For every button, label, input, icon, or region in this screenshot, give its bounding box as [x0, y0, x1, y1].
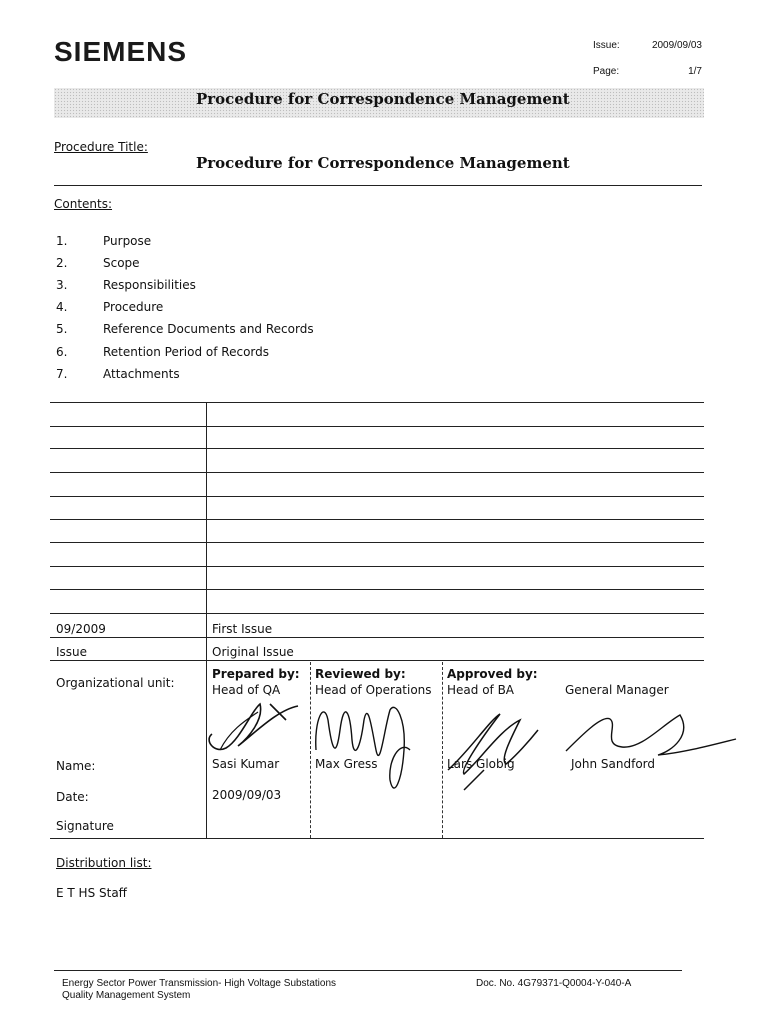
table-column-divider: [206, 402, 207, 838]
revision-table-rule: [50, 448, 704, 449]
prepared-date: 2009/09/03: [212, 788, 282, 802]
toc-number: 3.: [56, 278, 68, 292]
issue-label: Issue:: [593, 40, 620, 51]
footer-doc-number: Doc. No. 4G79371-Q0004-Y-040-A: [476, 978, 632, 989]
footer-rule: [54, 970, 682, 971]
siemens-logo: SIEMENS: [54, 36, 188, 67]
revision-table-rule: [50, 589, 704, 590]
general-manager-name: John Sandford: [571, 757, 656, 771]
revision-table-rule: [50, 402, 704, 403]
contents-label: Contents:: [54, 197, 113, 211]
prepared-by-unit: Head of QA: [212, 683, 281, 697]
title-divider: [54, 185, 702, 186]
revision-table-rule: [50, 472, 704, 473]
prepared-signature: [200, 690, 310, 770]
revision-issue-header: Issue: [56, 645, 88, 659]
prepared-by-name: Sasi Kumar: [212, 757, 280, 771]
revision-table-rule: [50, 660, 704, 661]
reviewed-by-unit: Head of Operations: [315, 683, 432, 697]
approved-by-unit: Head of BA: [447, 683, 515, 697]
revision-description: First Issue: [212, 622, 273, 636]
revision-table-rule: [50, 519, 704, 520]
procedure-title-label: Procedure Title:: [54, 140, 148, 154]
banner-title: Procedure for Correspondence Management: [196, 90, 570, 108]
date-label: Date:: [56, 790, 89, 804]
toc-item: Scope: [103, 256, 140, 270]
page-value: 1/7: [688, 66, 702, 77]
toc-item: Retention Period of Records: [103, 345, 270, 359]
toc-number: 7.: [56, 367, 68, 381]
revision-table-rule: [50, 566, 704, 567]
reviewed-by-name: Max Gress: [315, 757, 378, 771]
approved-by-heading: Approved by:: [447, 667, 538, 681]
approved-by-name: Lars Globig: [447, 757, 515, 771]
revision-table-rule: [50, 542, 704, 543]
toc-item: Reference Documents and Records: [103, 322, 314, 336]
approved-signature: [440, 700, 550, 795]
distribution-label: Distribution list:: [56, 856, 152, 870]
revision-table-rule: [50, 637, 704, 638]
procedure-title: Procedure for Correspondence Management: [196, 154, 570, 172]
revision-issue-date: 09/2009: [56, 622, 106, 636]
approval-table-bottom-rule: [50, 838, 704, 839]
toc-number: 4.: [56, 300, 68, 314]
general-manager-unit: General Manager: [565, 683, 669, 697]
signature-label: Signature: [56, 819, 114, 833]
toc-item: Responsibilities: [103, 278, 196, 292]
toc-item: Attachments: [103, 367, 180, 381]
prepared-by-heading: Prepared by:: [212, 667, 300, 681]
reviewed-by-heading: Reviewed by:: [315, 667, 406, 681]
revision-table-rule: [50, 613, 704, 614]
gm-signature: [562, 705, 738, 765]
toc-item: Procedure: [103, 300, 164, 314]
toc-number: 6.: [56, 345, 68, 359]
issue-value: 2009/09/03: [651, 40, 702, 51]
toc-number: 5.: [56, 322, 68, 336]
revision-table-rule: [50, 496, 704, 497]
reviewed-signature: [310, 690, 430, 800]
distribution-value: E T HS Staff: [56, 886, 127, 900]
footer-system: Quality Management System: [62, 990, 191, 1001]
toc-number: 1.: [56, 234, 68, 248]
toc-number: 2.: [56, 256, 68, 270]
toc-item: Purpose: [103, 234, 152, 248]
footer-division: Energy Sector Power Transmission- High Voltage Substations: [62, 978, 337, 989]
name-label: Name:: [56, 759, 96, 773]
org-unit-label: Organizational unit:: [56, 676, 175, 690]
revision-table-rule: [50, 426, 704, 427]
page-label: Page:: [593, 66, 620, 77]
revision-description-header: Original Issue: [212, 645, 294, 659]
